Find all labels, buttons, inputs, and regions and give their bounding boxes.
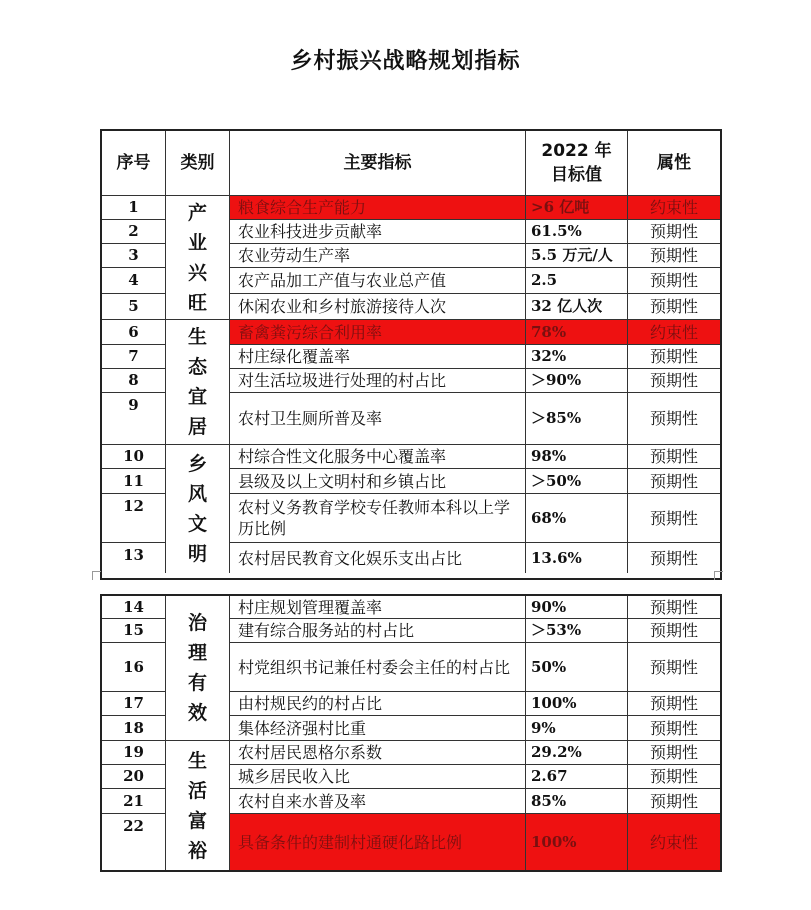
row-property: 约束性 (628, 196, 720, 219)
category-cell (166, 320, 229, 445)
row-property: 预期性 (649, 791, 698, 811)
row-target: 90% (526, 596, 628, 618)
row-indicator: 农业科技进步贡献率 (229, 220, 526, 243)
category-char: 治 (187, 612, 207, 634)
row-indicator: 集体经济强村比重 (229, 716, 526, 740)
row-property: 预期性 (649, 548, 698, 568)
row-number: 9 (102, 393, 166, 444)
row-target: ＞90% (526, 369, 628, 392)
row-target: ＞50% (526, 469, 628, 493)
row-target: 32 亿人次 (526, 294, 628, 319)
indicator-table-part-2 (100, 594, 722, 872)
row-indicator: 村党组织书记兼任村委会主任的村占比 (229, 643, 526, 691)
category-char: 乡 (187, 453, 207, 475)
row-number: 10 (102, 445, 166, 468)
row-target: 2.5 (526, 268, 628, 293)
row-target: 5.5 万元/人 (526, 244, 628, 267)
row-indicator: 城乡居民收入比 (229, 765, 526, 788)
category-char: 效 (187, 702, 207, 724)
header-target-label: 目标值 (551, 165, 602, 185)
row-target: 100% (526, 814, 628, 870)
category-char: 活 (187, 779, 207, 802)
row-number: 5 (102, 294, 166, 319)
row-indicator: 畜禽粪污综合利用率 (229, 320, 526, 344)
row-number: 4 (102, 268, 166, 293)
row-target: 61.5% (526, 220, 628, 243)
crop-mark (714, 571, 723, 580)
row-indicator: 村综合性文化服务中心覆盖率 (229, 445, 526, 468)
row-target: 85% (526, 789, 628, 813)
row-indicator: 由村规民约的村占比 (229, 692, 526, 715)
header-no: 序号 (102, 131, 166, 195)
category-char: 理 (187, 642, 207, 664)
row-property: 预期性 (649, 767, 698, 786)
category-cell (166, 741, 229, 870)
row-property: 预期性 (649, 508, 698, 528)
row-indicator: 粮食综合生产能力 (229, 196, 526, 219)
category-char: 态 (187, 356, 207, 378)
row-property: 预期性 (649, 471, 698, 491)
row-property: 预期性 (649, 597, 698, 617)
row-indicator: 对生活垃圾进行处理的村占比 (229, 369, 526, 392)
category-char: 旺 (187, 291, 207, 314)
category-char: 生 (187, 326, 207, 348)
row-number: 20 (102, 765, 166, 788)
row-number: 15 (102, 619, 166, 642)
row-number: 17 (102, 692, 166, 715)
row-indicator: 农村自来水普及率 (229, 789, 526, 813)
header-target (526, 131, 628, 195)
row-number: 16 (102, 643, 166, 691)
row-number: 14 (102, 596, 166, 618)
category-char: 富 (187, 809, 207, 832)
row-target: 50% (526, 643, 628, 691)
row-property: 预期性 (649, 718, 698, 738)
row-indicator: 农业劳动生产率 (229, 244, 526, 267)
category-char: 风 (187, 483, 207, 505)
crop-mark (92, 571, 101, 580)
row-number: 13 (102, 543, 166, 573)
row-number: 18 (102, 716, 166, 740)
row-number: 2 (102, 220, 166, 243)
row-indicator: 农产品加工产值与农业总产值 (229, 268, 526, 293)
row-target: 29.2% (526, 741, 628, 764)
row-property: 预期性 (649, 222, 698, 241)
row-number: 12 (102, 494, 166, 542)
row-property: 预期性 (649, 621, 698, 640)
row-property: 预期性 (649, 271, 698, 290)
row-number: 7 (102, 345, 166, 368)
row-indicator: 农村义务教育学校专任教师本科以上学历比例 (229, 494, 526, 542)
row-number: 19 (102, 741, 166, 764)
row-property: 预期性 (649, 347, 698, 366)
category-char: 有 (187, 672, 207, 694)
category-char: 裕 (187, 839, 207, 862)
row-number: 21 (102, 789, 166, 813)
row-indicator: 建有综合服务站的村占比 (229, 619, 526, 642)
row-target: 78% (526, 320, 628, 344)
category-char: 明 (187, 543, 207, 565)
row-indicator: 农村居民恩格尔系数 (229, 741, 526, 764)
category-cell (166, 445, 229, 573)
category-char: 生 (187, 749, 207, 772)
row-property: 预期性 (649, 371, 698, 390)
row-property: 预期性 (649, 657, 698, 677)
row-property: 预期性 (649, 743, 698, 762)
indicator-table-part-1 (100, 129, 722, 580)
row-number: 22 (102, 814, 166, 870)
header-target-year: 2022 年 (541, 141, 612, 161)
row-target: 9% (526, 716, 628, 740)
row-indicator: 村庄规划管理覆盖率 (229, 596, 526, 618)
category-char: 宜 (187, 386, 207, 408)
category-char: 业 (187, 231, 207, 254)
row-target: 68% (526, 494, 628, 542)
row-indicator: 农村卫生厕所普及率 (229, 393, 526, 444)
row-property: 预期性 (649, 447, 698, 466)
row-indicator: 县级及以上文明村和乡镇占比 (229, 469, 526, 493)
category-char: 产 (187, 201, 207, 224)
row-number: 3 (102, 244, 166, 267)
row-target: ＞53% (526, 619, 628, 642)
row-property: 预期性 (649, 297, 698, 316)
row-indicator: 具备条件的建制村通硬化路比例 (229, 814, 526, 870)
row-indicator: 休闲农业和乡村旅游接待人次 (229, 294, 526, 319)
row-property: 约束性 (628, 320, 720, 344)
row-property: 约束性 (628, 814, 720, 870)
header-property: 属性 (657, 152, 691, 173)
row-indicator: 村庄绿化覆盖率 (229, 345, 526, 368)
row-target: 13.6% (526, 543, 628, 573)
category-char: 文 (187, 513, 207, 535)
row-target: 100% (526, 692, 628, 715)
category-char: 兴 (187, 261, 207, 284)
category-cell (166, 196, 229, 320)
row-target: 98% (526, 445, 628, 468)
row-target: 2.67 (526, 765, 628, 788)
row-target: ＞85% (526, 393, 628, 444)
category-char: 居 (187, 416, 207, 438)
row-property: 预期性 (649, 246, 698, 265)
row-number: 6 (102, 320, 166, 344)
row-number: 11 (102, 469, 166, 493)
table-header-row (102, 131, 720, 196)
header-indicator: 主要指标 (229, 131, 526, 195)
row-indicator: 农村居民教育文化娱乐支出占比 (229, 543, 526, 573)
row-number: 8 (102, 369, 166, 392)
header-category: 类别 (180, 152, 215, 173)
row-property: 预期性 (649, 409, 698, 428)
page-title: 乡村振兴战略规划指标 (290, 49, 521, 74)
row-property: 预期性 (649, 694, 698, 713)
row-number: 1 (102, 196, 166, 219)
row-target: 32% (526, 345, 628, 368)
category-cell (166, 596, 229, 741)
row-target: >6 亿吨 (526, 196, 628, 219)
